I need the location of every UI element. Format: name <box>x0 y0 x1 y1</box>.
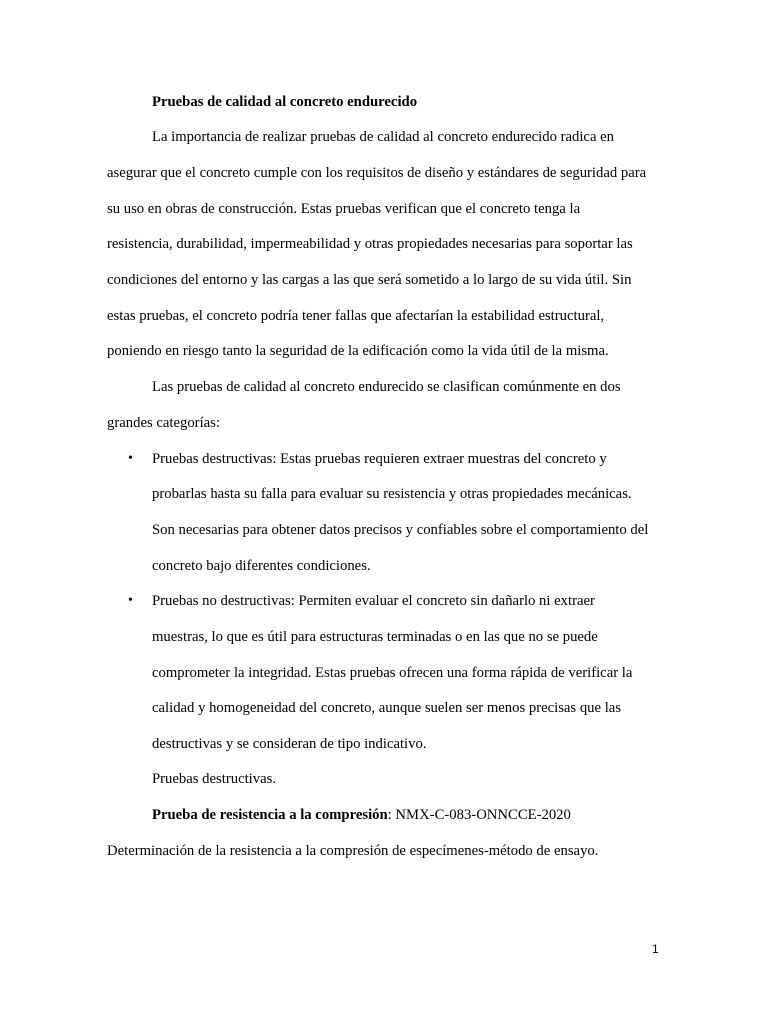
page-number: 1 <box>652 942 659 956</box>
test-description: Determinación de la resistencia a la compresión de especímenes-método de ensayo. <box>107 843 599 859</box>
paragraph-1-line-5: condiciones del entorno y las cargas a las que será sometido a lo largo de su vida útil. Sin <box>107 272 632 288</box>
document-title: Pruebas de calidad al concreto endurecido <box>152 94 418 110</box>
bullet-1-line-2: probarlas hasta su falla para evaluar su resistencia y otras propiedades mecánicas. <box>152 486 632 502</box>
subheading: Pruebas destructivas. <box>152 771 276 787</box>
paragraph-1-line-1: La importancia de realizar pruebas de calidad al concreto endurecido radica en <box>152 129 614 145</box>
bullet-2-line-5: destructivas y se consideran de tipo indicativo. <box>152 736 427 752</box>
test-heading-standard: : NMX-C-083-ONNCCE-2020 <box>387 807 571 823</box>
paragraph-1-line-2: asegurar que el concreto cumple con los requisitos de diseño y estándares de seguridad para <box>107 165 647 181</box>
test-heading <box>152 806 571 824</box>
bullet-marker-1: • <box>128 451 133 466</box>
bullet-2-line-3: comprometer la integridad. Estas pruebas ofrecen una forma rápida de verificar la <box>152 665 633 681</box>
bullet-marker-2: • <box>128 593 133 608</box>
paragraph-1-line-7: poniendo en riesgo tanto la seguridad de la edificación como la vida útil de la misma. <box>107 343 609 359</box>
paragraph-2-line-2: grandes categorías: <box>107 415 220 431</box>
bullet-2-line-2: muestras, lo que es útil para estructuras terminadas o en las que no se puede <box>152 629 598 645</box>
paragraph-1-line-4: resistencia, durabilidad, impermeabilidad y otras propiedades necesarias para soportar las <box>107 236 633 252</box>
paragraph-2-line-1: Las pruebas de calidad al concreto endurecido se clasifican comúnmente en dos <box>152 379 621 395</box>
paragraph-1-line-3: su uso en obras de construcción. Estas pruebas verifican que el concreto tenga la <box>107 201 581 217</box>
bullet-1-line-1: Pruebas destructivas: Estas pruebas requieren extraer muestras del concreto y <box>152 451 607 467</box>
bullet-2-line-4: calidad y homogeneidad del concreto, aunque suelen ser menos precisas que las <box>152 700 622 716</box>
bullet-1-line-3: Son necesarias para obtener datos precisos y confiables sobre el comportamiento del <box>152 522 649 538</box>
bullet-1-line-4: concreto bajo diferentes condiciones. <box>152 558 371 574</box>
bullet-2-line-1: Pruebas no destructivas: Permiten evaluar el concreto sin dañarlo ni extraer <box>152 593 595 609</box>
paragraph-1-line-6: estas pruebas, el concreto podría tener fallas que afectarían la estabilidad estructural, <box>107 308 605 324</box>
test-heading-bold: Prueba de resistencia a la compresión <box>152 807 388 823</box>
